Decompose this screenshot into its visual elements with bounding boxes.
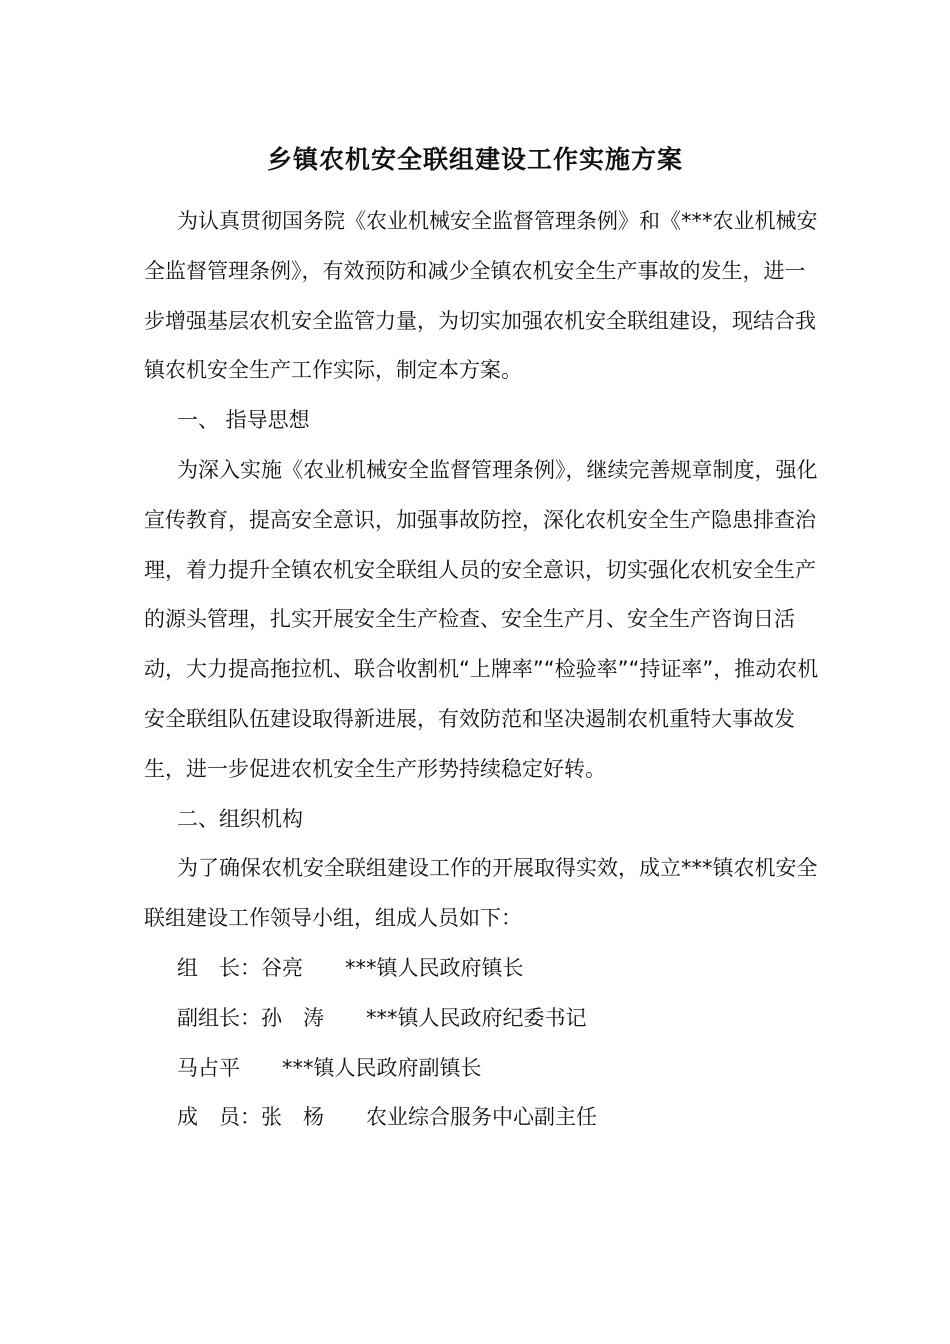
member-line-deputy-leader: 副组长：孙 涛 ***镇人民政府纪委书记 <box>177 1005 587 1030</box>
member-line-leader: 组 长：谷亮 ***镇人民政府镇长 <box>177 955 524 980</box>
intro-paragraph: 为认真贯彻国务院《农业机械安全监督管理条例》和《***农业机械安全监督管理条例》，有效预防和减少全镇农机安全生产事故的发生，进一步增强基层农机安全监管力量，为切实加强农机安全联组建设，现结合我镇农机安全生产工作实际，制定本方案。 <box>144 209 818 383</box>
member-line-members: 成 员：张 杨 农业综合服务中心副主任 <box>177 1105 597 1130</box>
guiding-ideology-paragraph: 为深入实施《农业机械安全监督管理条例》，继续完善规章制度，强化宣传教育，提高安全意识，加强事故防控，深化农机安全生产隐患排查治理，着力提升全镇农机安全联组人员的安全意识，切实强化农机安全生产的源头管理，扎实开展安全生产检查、安全生产月、安全生产咨询日活动，大力提高拖拉机、联合收割机“上牌率”“检验率”“持证率”，推动农机安全联组队伍建设取得新进展，有效防范和坚决遏制农机重特大事故发生，进一步促进农机安全生产形势持续稳定好转。 <box>144 457 819 781</box>
document-body <box>144 197 824 1143</box>
member-line-deputy-leader-2: 马占平 ***镇人民政府副镇长 <box>177 1055 482 1080</box>
section-heading-organization: 二、组织机构 <box>177 806 303 831</box>
document-title: 乡镇农机安全联组建设工作实施方案 <box>266 145 683 174</box>
organization-paragraph: 为了确保农机安全联组建设工作的开展取得实效，成立***镇农机安全联组建设工作领导小组，组成人员如下： <box>144 856 818 931</box>
section-heading-guiding-ideology: 一、 指导思想 <box>177 408 310 433</box>
